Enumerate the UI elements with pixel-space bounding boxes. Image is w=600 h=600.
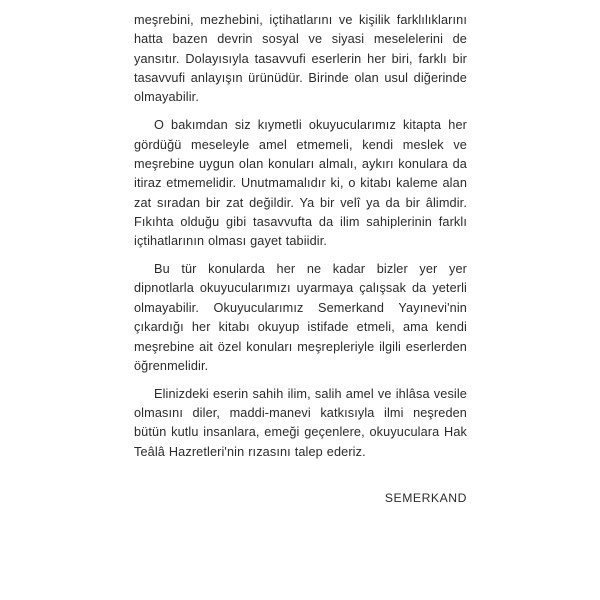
publisher-signature: SEMERKAND	[384, 491, 467, 506]
paragraph-4: Elinizdeki eserin sahih ilim, salih amel ve ihlâsa vesile olmasını diler, maddi-manevi katkısıyla ilmi neşreden bütün kutlu insanlara, emeği geçenlere, okuyuculara Hak Teâlâ Hazretleri'nin rızasını talep ederiz.	[134, 386, 467, 459]
paragraph-2: O bakımdan siz kıymetli okuyucularımız kitapta her gördüğü meseleyle amel etmemeli, kendi meslek ve meşrebine uygun olan konuları almalı, aykırı konulara da itiraz etmemelidir. Unutmamalıdır ki, o kitabı kaleme alan zat sıradan bir zat değildir. Ya bir velî ya da bir âlimdir. Fıkıhta olduğu gibi tasavvufta da ilim sahiplerinin farklı içtihatlarının olması gayet tabiidir.	[134, 118, 467, 249]
paragraph-3: Bu tür konularda her ne kadar bizler yer yer dipnotlarla okuyucularımızı uyarmaya çalışsak da yeterli olmayabilir. Okuyucularımız Semerkand Yayınevi'nin çıkardığı her kitabı okuyup istifade etmeli, ama kendi meşrebine ait özel konuları meşrepleriyle ilgili eserlerden öğrenmelidir.	[134, 262, 467, 373]
text-column	[134, 11, 467, 508]
paragraph-1: meşrebini, mezhebini, içtihatlarını ve kişilik farklılıklarını hatta bazen devrin sosyal ve siyasi meselelerini de yansıtır. Dolayısıyla tasavvufi eserlerin her biri, farklı bir tasavvufi anlayışın ürünüdür. Birinde olan usul diğerinde olmayabilir.	[134, 13, 467, 105]
